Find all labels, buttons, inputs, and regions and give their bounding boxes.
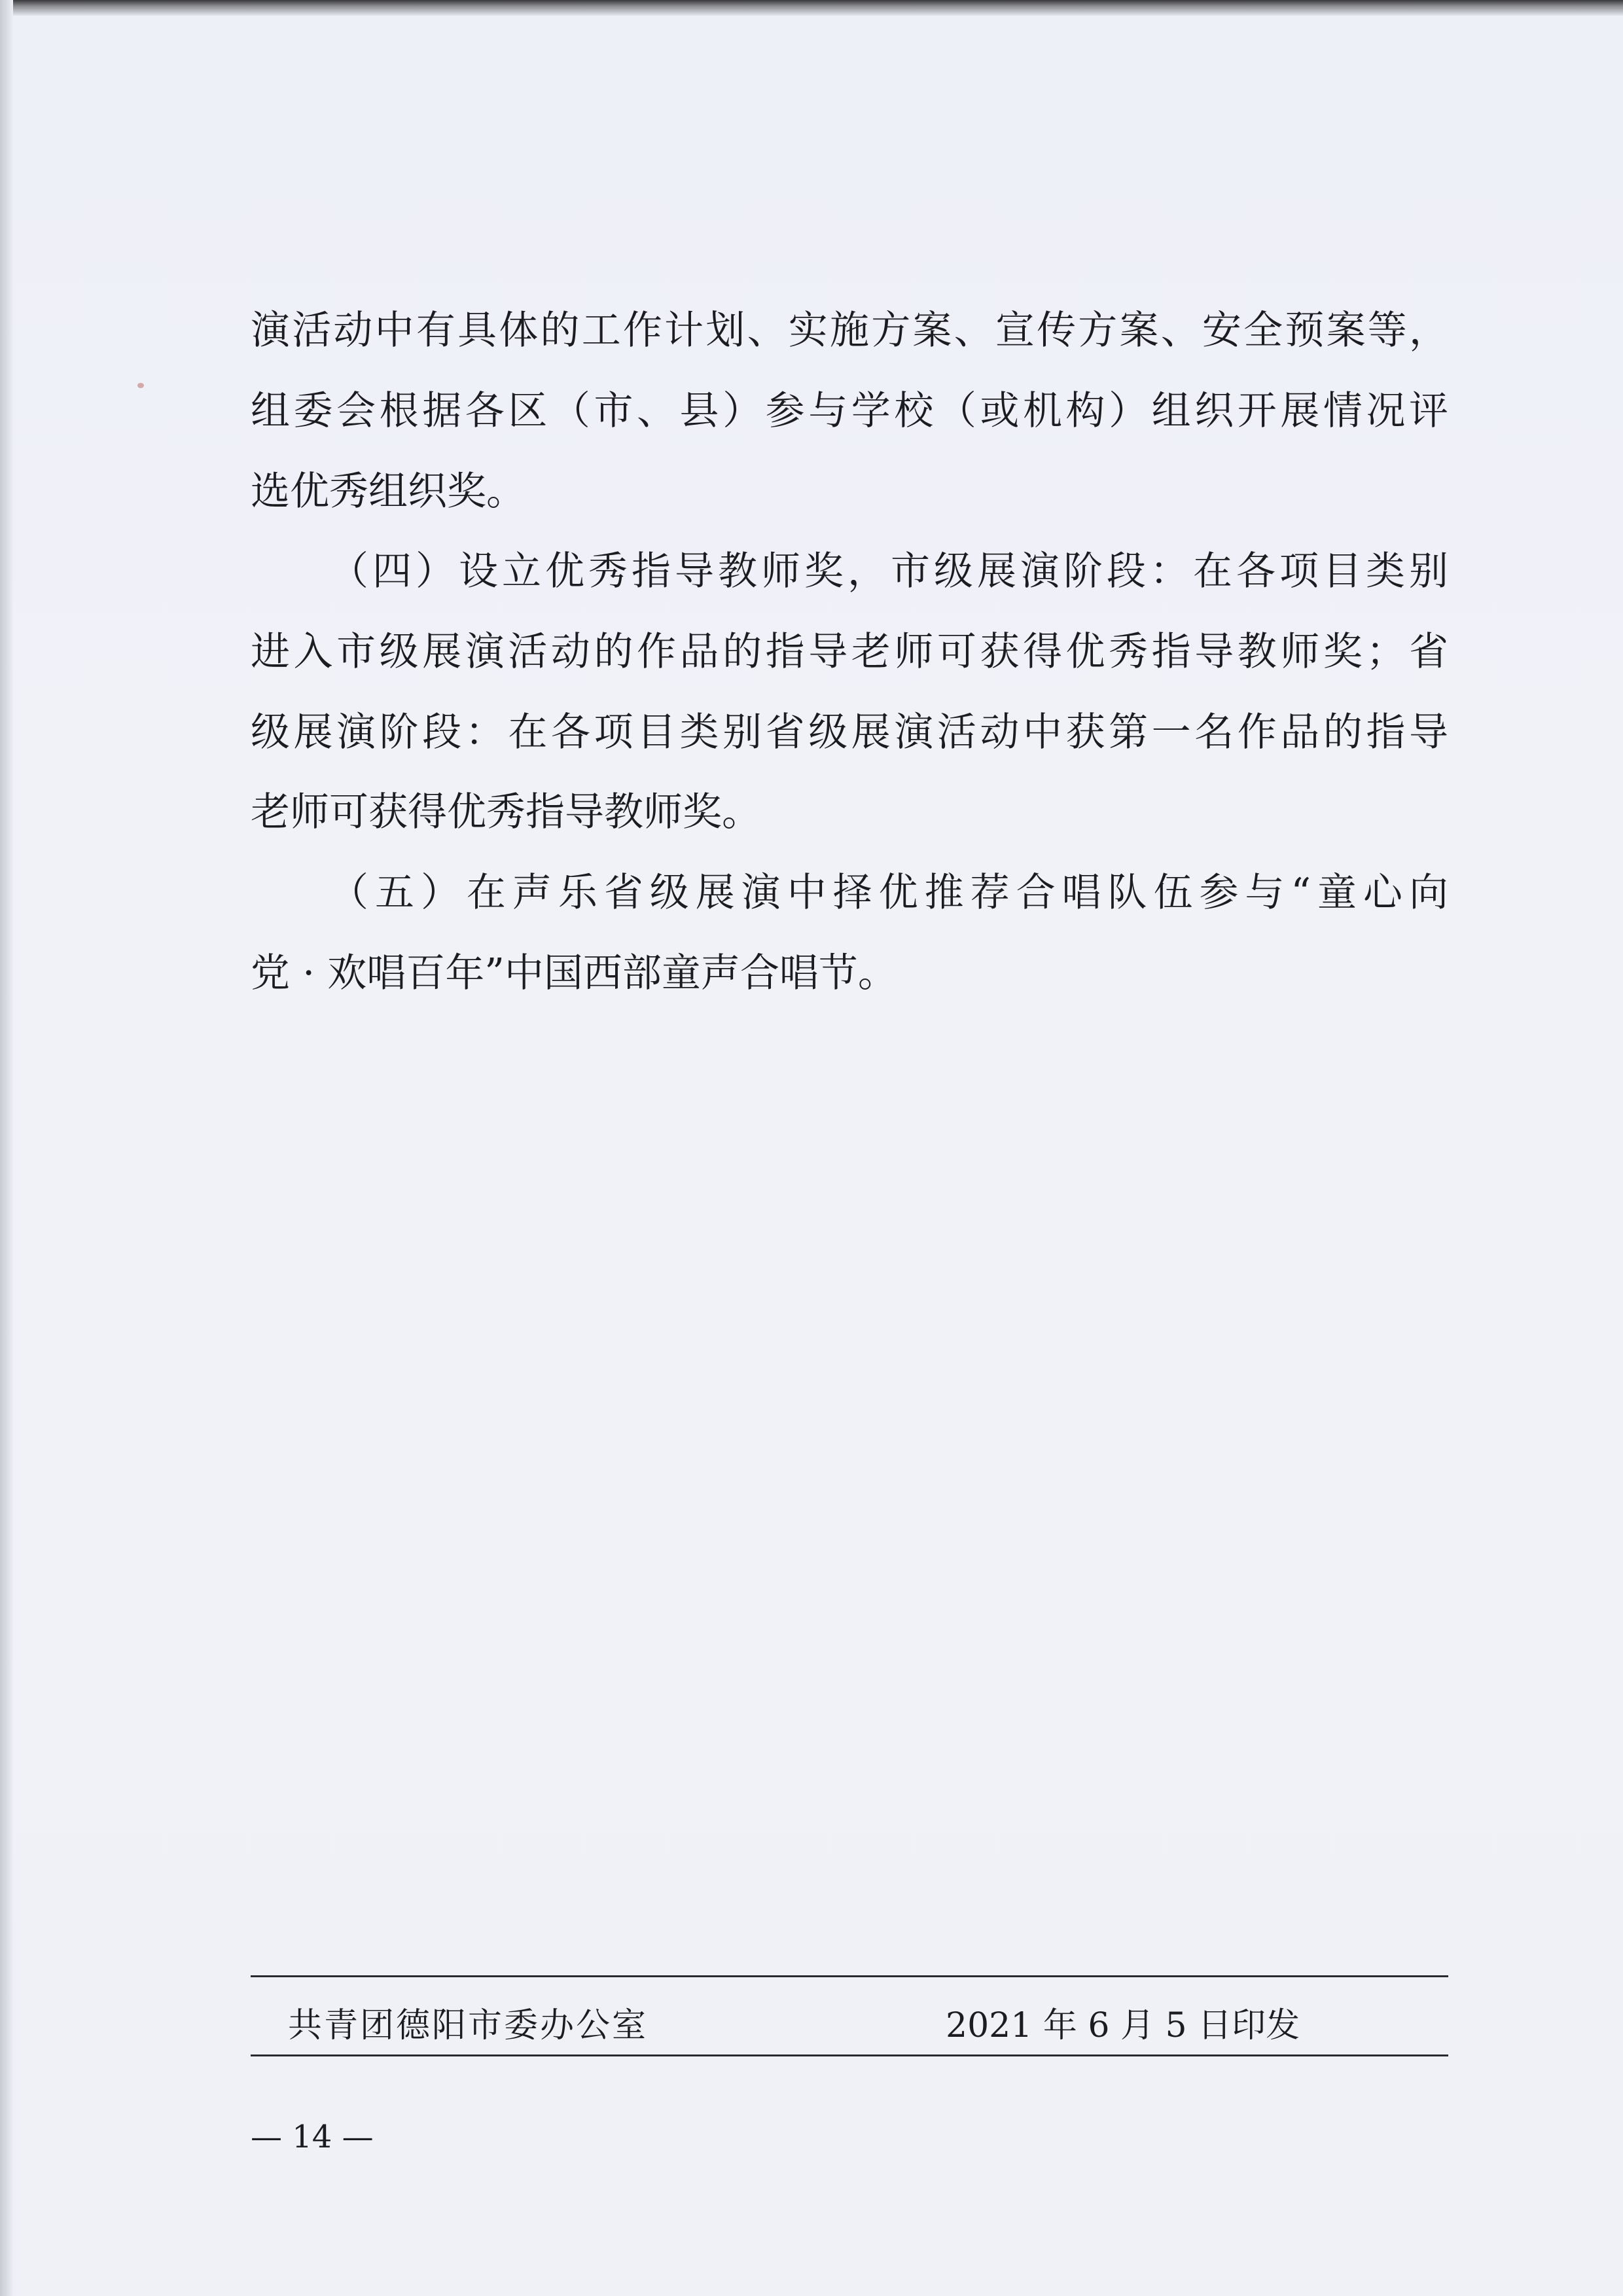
body-line-6: 级展演阶段：在各项目类别省级展演活动中获第一名作品的指导: [251, 709, 1448, 755]
body-line-1: 演活动中有具体的工作计划、实施方案、宣传方案、安全预案等，: [251, 308, 1448, 353]
scan-top-edge: [0, 0, 1623, 16]
footer-bottom-rule: [251, 2054, 1448, 2056]
body-line-4: （四）设立优秀指导教师奖，市级展演阶段：在各项目类别: [329, 548, 1448, 594]
body-line-5: 进入市级展演活动的作品的指导老师可获得优秀指导教师奖；省: [251, 629, 1448, 675]
body-line-2: 组委会根据各区（市、县）参与学校（或机构）组织开展情况评: [251, 388, 1448, 434]
scan-left-edge: [0, 0, 13, 2296]
page-number: — 14 —: [251, 2119, 374, 2155]
body-line-8: （五）在声乐省级展演中择优推荐合唱队伍参与“童心向: [329, 870, 1448, 916]
body-line-7: 老师可获得优秀指导教师奖。: [251, 789, 761, 835]
footer-top-rule: [251, 1975, 1448, 1977]
scan-speck: [137, 383, 144, 388]
body-line-9: 党 · 欢唱百年”中国西部童声合唱节。: [251, 950, 897, 996]
body-line-3: 选优秀组织奖。: [251, 469, 526, 514]
footer-date: 2021 年 6 月 5 日印发: [946, 2006, 1300, 2045]
footer-issuer: 共青团德阳市委办公室: [288, 2006, 649, 2045]
